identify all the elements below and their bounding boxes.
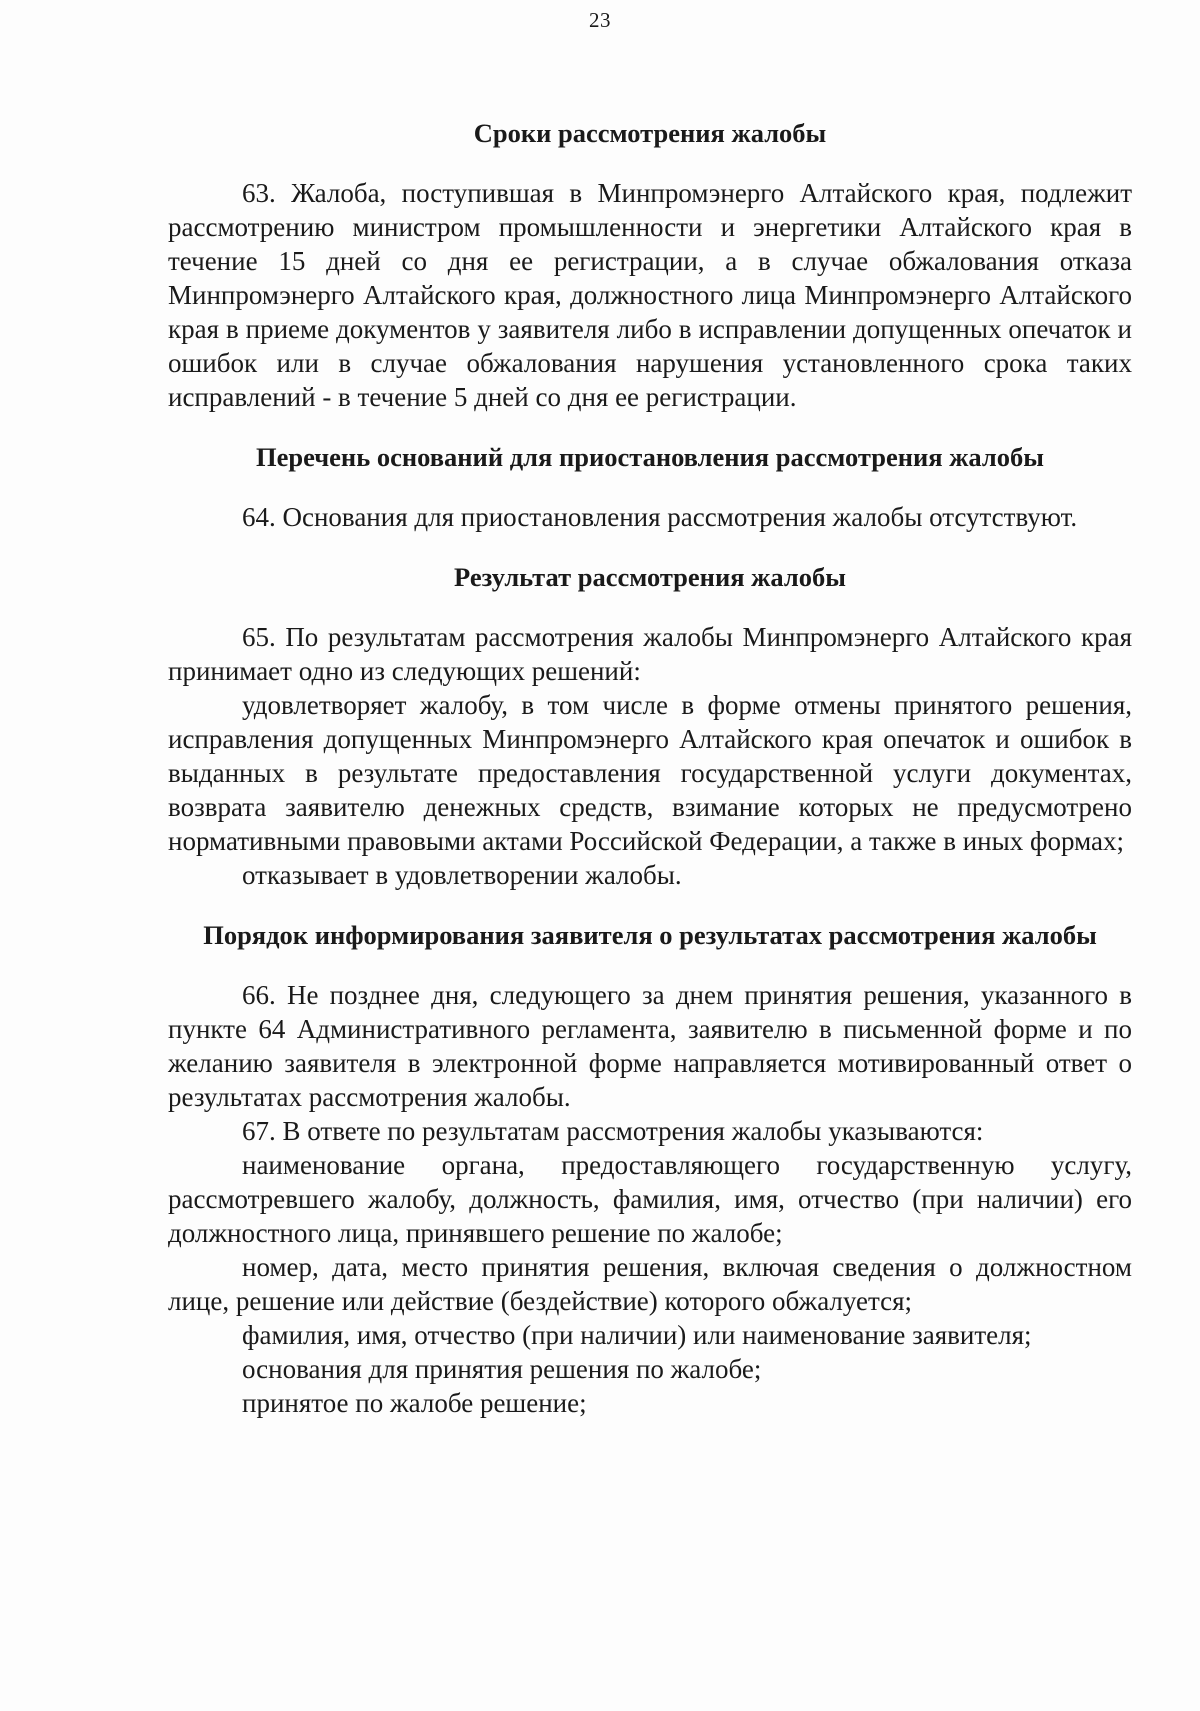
paragraph-65: 65. По результатам рассмотрения жалобы Минпромэнерго Алтайского края принимает одно из следующих решений: (168, 622, 1132, 686)
paragraph-67-grounds: основания для принятия решения по жалобе; (242, 1354, 762, 1384)
paragraph-67: 67. В ответе по результатам рассмотрения жалобы указываются: (242, 1116, 984, 1146)
paragraph-67-applicant-name: фамилия, имя, отчество (при наличии) или наименование заявителя; (242, 1320, 1032, 1350)
document-body (168, 116, 1132, 1420)
page-number: 23 (589, 8, 611, 32)
paragraph-65-refuse: отказывает в удовлетворении жалобы. (242, 860, 682, 890)
heading-suspension-grounds: Перечень оснований для приостановления рассмотрения жалобы (256, 442, 1044, 472)
heading-informing-applicant: Порядок информирования заявителя о результатах рассмотрения жалобы (203, 920, 1097, 950)
heading-review-terms: Сроки рассмотрения жалобы (473, 118, 827, 148)
heading-review-result: Результат рассмотрения жалобы (454, 562, 846, 592)
paragraph-64: 64. Основания для приостановления рассмотрения жалобы отсутствуют. (242, 502, 1078, 532)
paragraph-63: 63. Жалоба, поступившая в Минпромэнерго Алтайского края, подлежит рассмотрению министром промышленности и энергетики Алтайского края в течение 15 дней со дня ее регистрации, а в случае обжалования отказа Минпромэнерго Алтайского края, должностного лица Минпромэнерго Алтайского края в приеме документов у заявителя либо в исправлении допущенных опечаток и ошибок или в случае обжалования нарушения установленного срока таких исправлений - в течение 5 дней со дня ее регистрации. (168, 178, 1132, 412)
paragraph-66: 66. Не позднее дня, следующего за днем принятия решения, указанного в пункте 64 Административного регламента, заявителю в письменной форме и по желанию заявителя в электронной форме направляется мотивированный ответ о результатах рассмотрения жалобы. (168, 980, 1132, 1112)
paragraph-67-decision: принятое по жалобе решение; (242, 1388, 587, 1418)
paragraph-67-authority: наименование органа, предоставляющего государственную услугу, рассмотревшего жалобу, должность, фамилия, имя, отчество (при наличии) его должностного лица, принявшего решение по жалобе; (168, 1150, 1132, 1248)
paragraph-65-satisfy: удовлетворяет жалобу, в том числе в форме отмены принятого решения, исправления допущенных Минпромэнерго Алтайского края опечаток и ошибок в выданных в результате предоставления государственной услуги документах, возврата заявителю денежных средств, взимание которых не предусмотрено нормативными правовыми актами Российской Федерации, а также в иных формах; (168, 690, 1132, 856)
paragraph-67-decision-details: номер, дата, место принятия решения, включая сведения о должностном лице, решение или действие (бездействие) которого обжалуется; (168, 1252, 1132, 1316)
